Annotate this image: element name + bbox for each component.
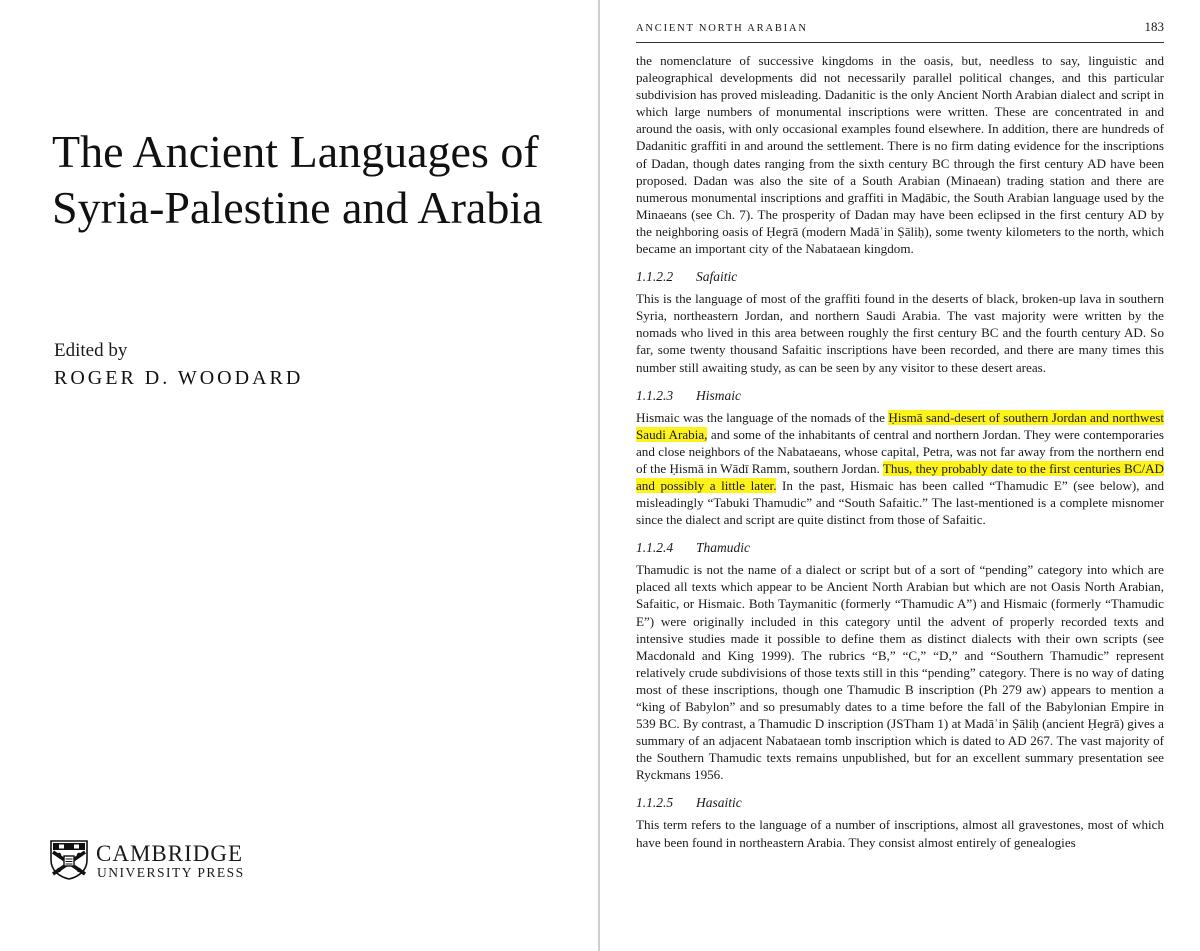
section-heading-thamudic	[636, 539, 1164, 556]
text-run: Hismaic was the language of the nomads of the	[636, 409, 889, 425]
hasaitic-paragraph: This term refers to the language of a number of inscriptions, almost all gravestones, most of which have been found in northeastern Arabia. They consist almost entirely of genealogies	[636, 817, 1164, 850]
text-run: and some of the inhabitants of central and northern Jordan. They were contemporaries and close neighbors of the Nabataeans, whose capital, Petra, was not far away from the northern end of the Ḥismā in Wādī Ramm, southern Jordan.	[636, 426, 1164, 476]
editor-name: ROGER D. WOODARD	[54, 367, 304, 389]
publisher-name: CAMBRIDGE	[96, 841, 244, 866]
thamudic-paragraph: Thamudic is not the name of a dialect or script but of a sort of “pending” category into which are placed all texts which appear to be Ancient North Arabian but which are not Oasis North Arabian, Safaitic, or Hismaic. Both Taymanitic (formerly “Thamudic A”) and Hismaic (formerly “Thamudic E”) were originally included in this category until the advent of properly recorded texts and intensive studies made it possible to define them as distinct dialects with their own scripts (see Macdonald and King 1999). The rubrics “B,” “C,” “D,” and “Southern Thamudic” represent relatively crude subdivisions of those texts still in this “pending” category. There is no way of dating most of these inscriptions, though one Thamudic B inscription (Ph 279 aw) appears to mention a “king of Babylon” and so presumably dates to a time before the fall of the Babylonian Empire in 539 BC. By contrast, a Thamudic D inscription (JSTham 1) at Madāʾin Ṣāliḥ (ancient Ḥegrā) gives a summary of an adjacent Nabataean tomb inscription which is dated to AD 267. The vast majority of the Southern Thamudic texts remains unpublished, but for an excellent summary presentation see Ryckmans 1956.	[636, 562, 1164, 783]
edited-by-label: Edited by	[54, 340, 128, 361]
hismaic-paragraph	[636, 409, 1164, 529]
page-body	[636, 52, 1164, 851]
section-number: 1.1.2.5	[636, 795, 674, 811]
highlighted-text: Thus, they probably date to the first centuries BC/AD and possibly a little later.	[636, 460, 1164, 493]
highlighted-text: Ḥismā sand-desert of southern Jordan and northwest Saudi Arabia,	[636, 409, 1164, 442]
section-title: Safaitic	[696, 269, 738, 285]
section-number: 1.1.2.2	[636, 269, 674, 285]
section-title: Hismaic	[696, 387, 741, 403]
publisher-subtitle: UNIVERSITY PRESS	[97, 865, 245, 880]
safaitic-paragraph: This is the language of most of the graffiti found in the deserts of black, broken-up lava in southern Syria, northeastern Jordan, and northern Saudi Arabia. The vast majority were written by the nomads who lived in this area between roughly the first century BC and the fourth century AD. So far, some twenty thousand Safaitic inscriptions have been recorded, and there are many times this number still awaiting study, as can be seen by any visitor to these desert areas.	[636, 291, 1164, 375]
section-heading-hismaic	[636, 387, 1164, 404]
running-title: ANCIENT NORTH ARABIAN	[636, 23, 808, 34]
running-header	[636, 19, 1164, 43]
text-run: In the past, Hismaic has been called “Thamudic E” (see below), and misleadingly “Tabuki Thamudic” and “South Safaitic.” The last-mentioned is a complete misnomer since the dialect and script are quite distinct from those of Safaitic.	[636, 477, 1165, 528]
text-page	[600, 0, 1200, 951]
section-title: Thamudic	[696, 540, 750, 556]
section-title: Hasaitic	[696, 795, 742, 811]
section-heading-safaitic	[636, 268, 1164, 285]
intro-paragraph: the nomenclature of successive kingdoms in the oasis, but, needless to say, linguistic and paleographical developments did not necessarily parallel political changes, and this particular subdivision has proved misleading. Dadanitic is the only Ancient North Arabian dialect and script in which large numbers of monumental inscriptions were written. These are concentrated in and around the oasis, with only occasional examples found elsewhere. In addition, there are hundreds of Dadanitic graffiti in and around the settlement. There is no firm dating evidence for the inscriptions of Dadan, though dates ranging from the sixth century BC through the first century AD have been proposed. Dadan was also the site of a South Arabian (Minaean) trading station and there are numerous monumental inscriptions and graffiti in Maḏābic, the South Arabian language used by the Minaeans (see Ch. 7). The prosperity of Dadan may have been eclipsed in the first century AD by the neighboring oasis of Ḥegrā (modern Madāʾin Ṣāliḥ), some twenty kilometers to the north, which became an important city of the Nabataean kingdom.	[636, 53, 1164, 257]
section-number: 1.1.2.3	[636, 387, 674, 403]
section-heading-hasaitic	[636, 794, 1164, 811]
section-number: 1.1.2.4	[636, 540, 674, 556]
book-title: The Ancient Languages of Syria-Palestine and Arabia	[52, 126, 543, 233]
cambridge-shield-icon	[50, 840, 88, 880]
title-page	[0, 0, 598, 951]
page-number: 183	[1144, 19, 1164, 34]
